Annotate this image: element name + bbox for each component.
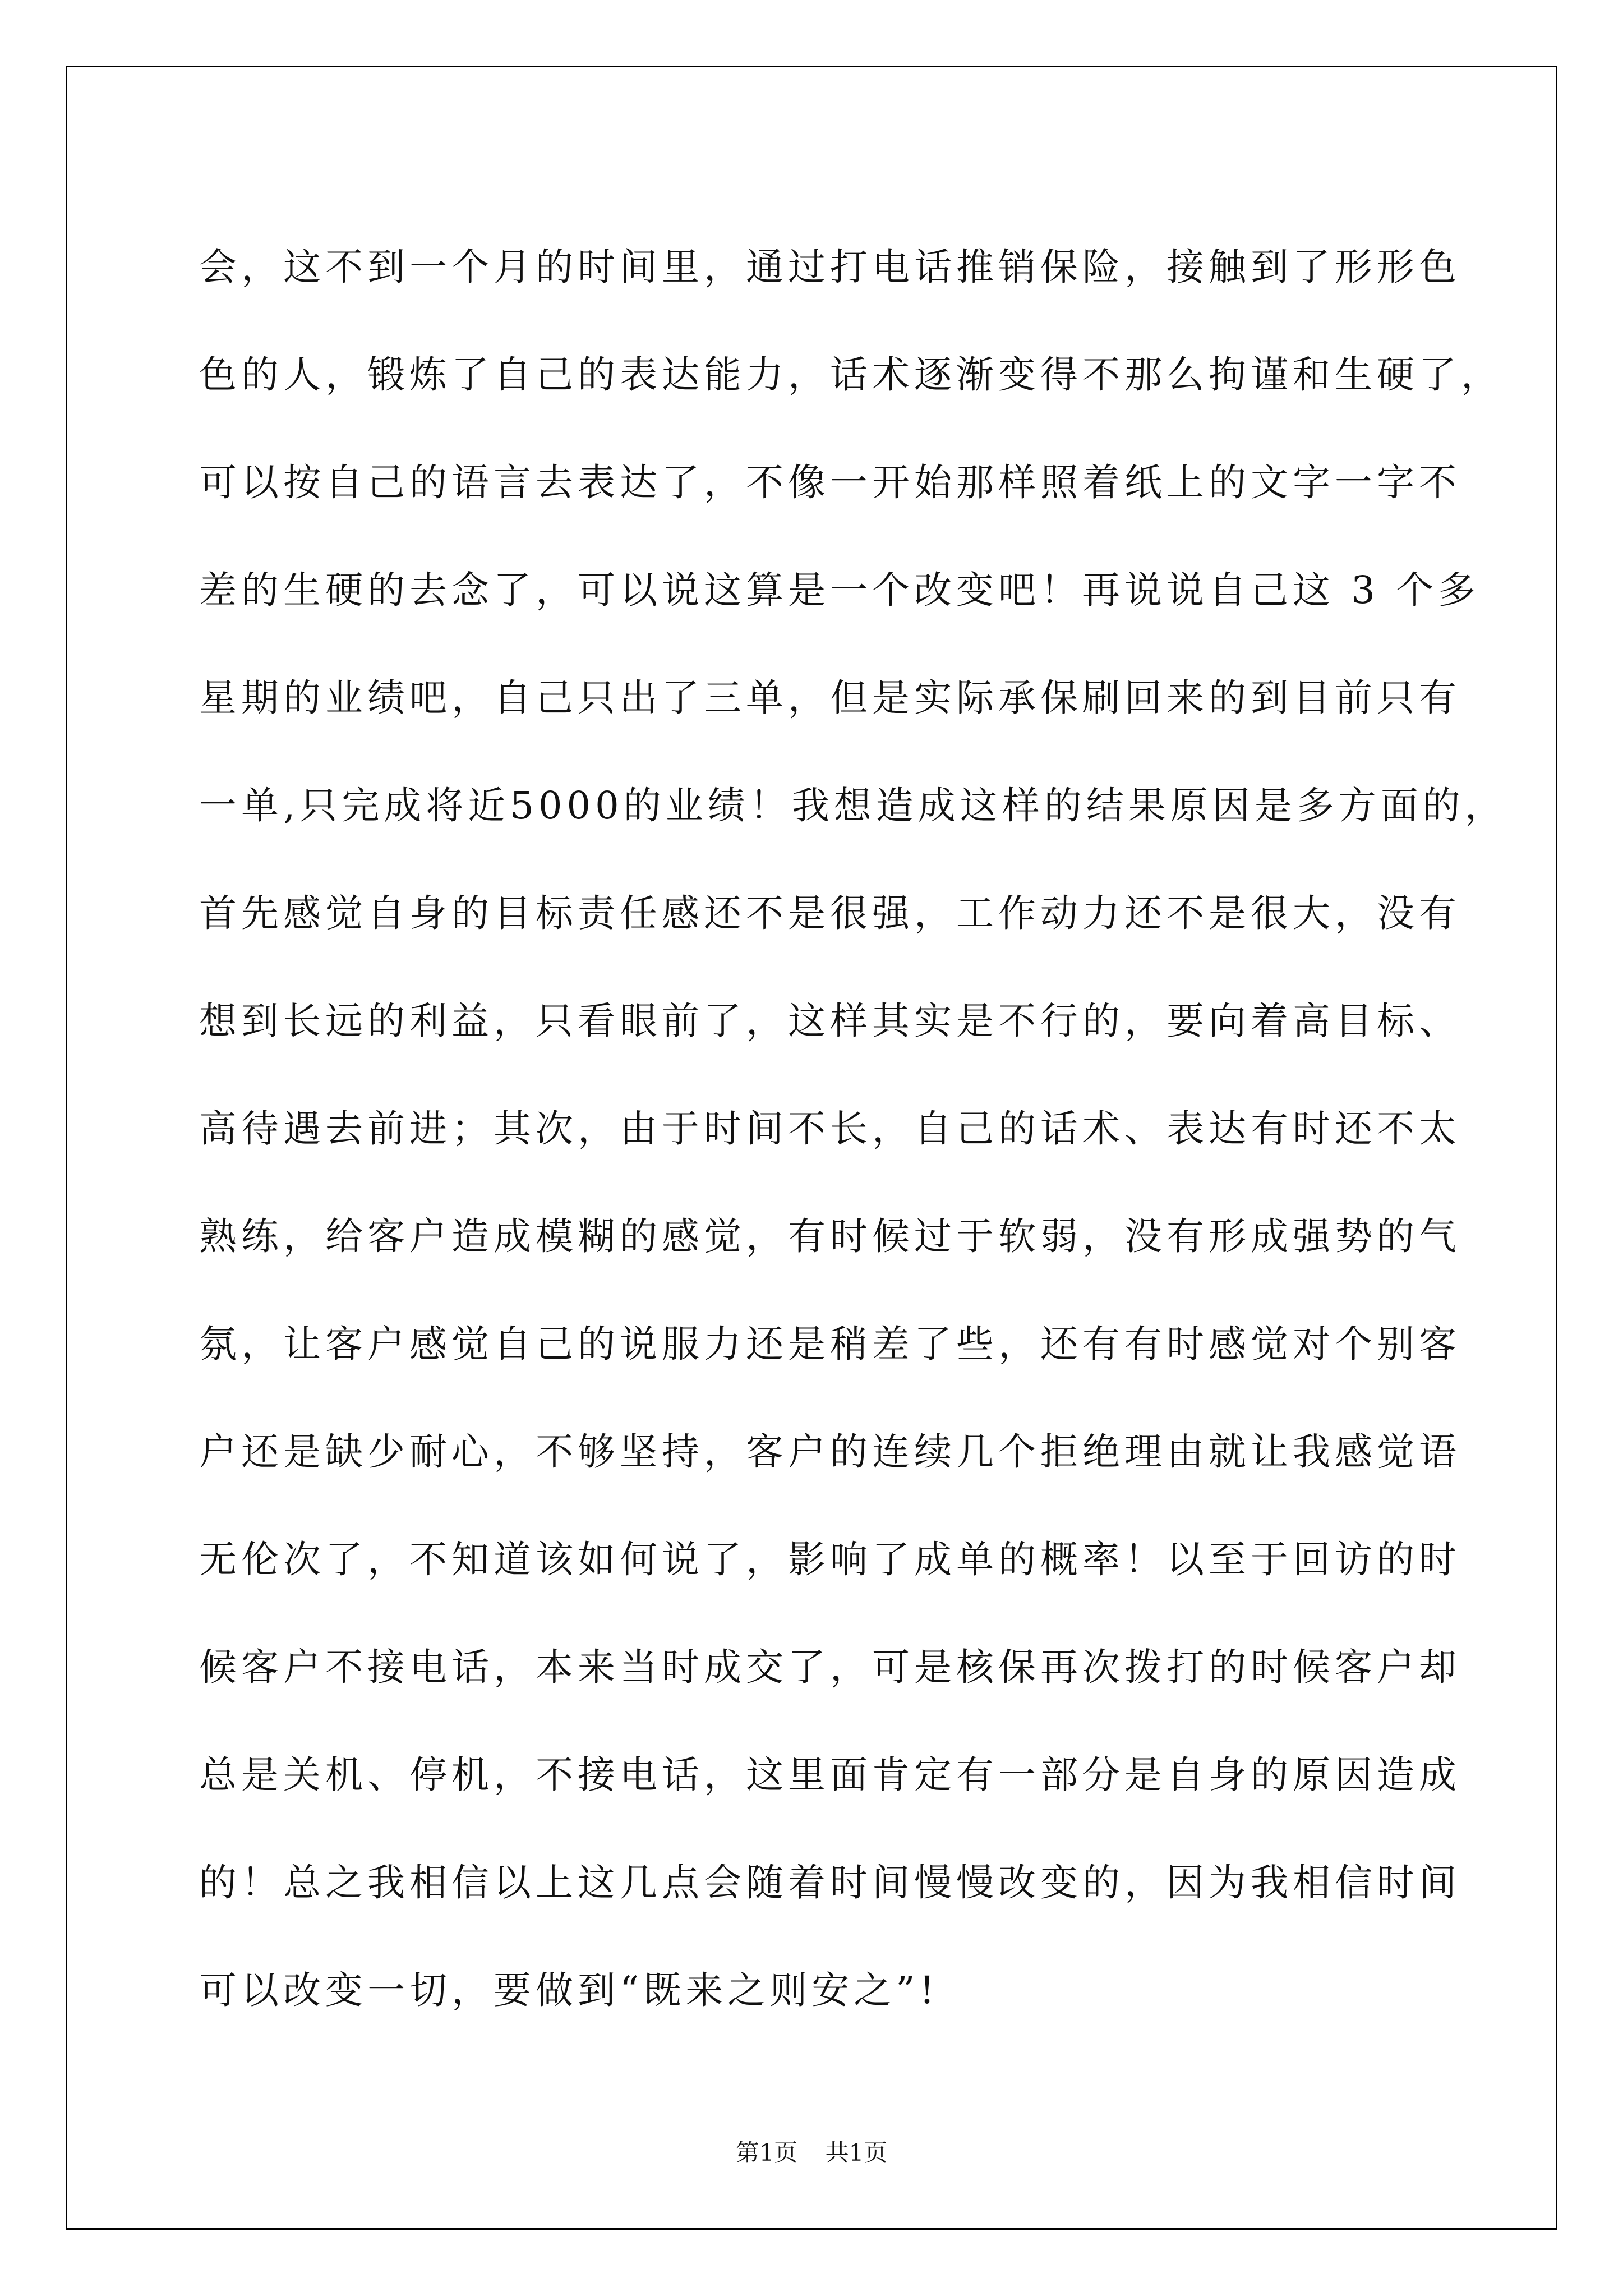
text-line: 总是关机、停机，不接电话，这里面肯定有一部分是自身的原因造成	[199, 1753, 1461, 1797]
text-line: 的！总之我相信以上这几点会随着时间慢慢改变的，因为我相信时间	[199, 1861, 1461, 1904]
text-line: 氛，让客户感觉自己的说服力还是稍差了些，还有有时感觉对个别客	[199, 1322, 1461, 1366]
text-line: 差的生硬的去念了，可以说这算是一个改变吧！再说说自己这 3 个多	[199, 568, 1481, 612]
text-line: 户还是缺少耐心，不够坚持，客户的连续几个拒绝理由就让我感觉语	[199, 1430, 1461, 1474]
text-line: 想到长远的利益，只看眼前了，这样其实是不行的，要向着高目标、	[199, 999, 1461, 1043]
page-number-total: 共1页	[825, 2139, 888, 2166]
text-line: 无伦次了，不知道该如何说了，影响了成单的概率！以至于回访的时	[199, 1538, 1461, 1581]
text-line: 会，这不到一个月的时间里，通过打电话推销保险，接触到了形形色	[199, 245, 1461, 289]
text-line: 候客户不接电话，本来当时成交了，可是核保再次拨打的时候客户却	[199, 1645, 1461, 1689]
page-footer	[0, 2134, 1623, 2168]
document-body	[199, 213, 1507, 2044]
text-line: 一单,只完成将近5000的业绩！我想造成这样的结果原因是多方面的，	[199, 784, 1507, 827]
text-line: 可以改变一切，要做到“既来之则安之”!	[199, 1968, 939, 2012]
text-line: 首先感觉自身的目标责任感还不是很强，工作动力还不是很大，没有	[199, 891, 1461, 935]
text-line: 熟练，给客户造成模糊的感觉，有时候过于软弱，没有形成强势的气	[199, 1214, 1461, 1258]
text-line: 星期的业绩吧，自己只出了三单，但是实际承保刷回来的到目前只有	[199, 676, 1461, 720]
text-line: 可以按自己的语言去表达了，不像一开始那样照着纸上的文字一字不	[199, 461, 1461, 504]
text-line: 高待遇去前进；其次，由于时间不长，自己的话术、表达有时还不太	[199, 1107, 1461, 1151]
page-number-current: 第1页	[735, 2139, 798, 2166]
text-line: 色的人，锻炼了自己的表达能力，话术逐渐变得不那么拘谨和生硬了，	[199, 353, 1503, 397]
